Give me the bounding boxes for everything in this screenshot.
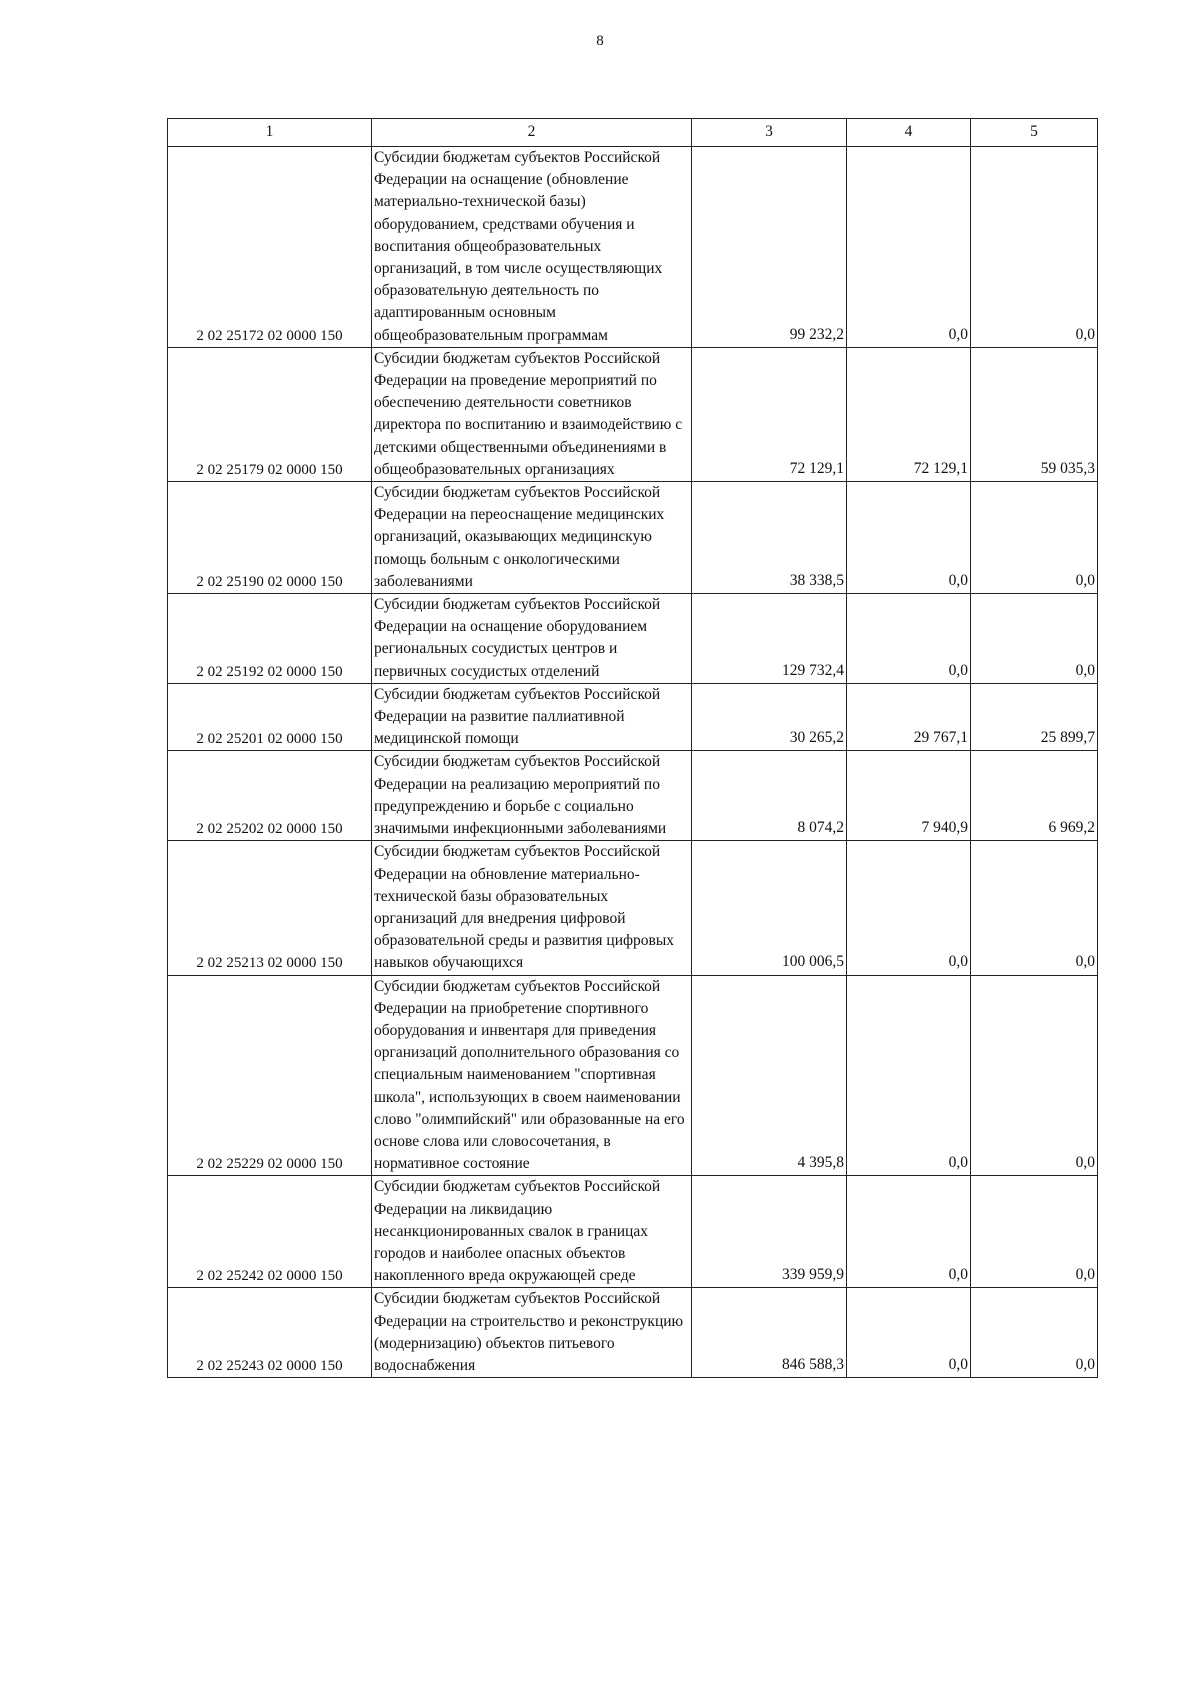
row-col4: 0,0	[847, 975, 971, 1176]
row-description: Субсидии бюджетам субъектов Российской Федерации на приобретение спортивного оборудования и инвентаря для приведения организаций дополнительного образования со специальным наименованием "спортивная школа", использующих в своем наименовании слово "олимпийский" или образованные на его основе слова или словосочетания, в нормативное состояние	[372, 975, 692, 1176]
row-code: 2 02 25179 02 0000 150	[168, 347, 372, 481]
row-col4: 0,0	[847, 1176, 971, 1288]
table-row	[168, 683, 1098, 751]
row-code: 2 02 25243 02 0000 150	[168, 1288, 372, 1378]
row-col4: 7 940,9	[847, 751, 971, 841]
row-col5: 6 969,2	[971, 751, 1098, 841]
row-code: 2 02 25213 02 0000 150	[168, 841, 372, 975]
row-col3: 100 006,5	[692, 841, 847, 975]
row-col5: 0,0	[971, 975, 1098, 1176]
header-col-5: 5	[971, 119, 1098, 147]
row-col5: 25 899,7	[971, 683, 1098, 751]
row-code: 2 02 25202 02 0000 150	[168, 751, 372, 841]
row-col3: 129 732,4	[692, 594, 847, 684]
header-col-3: 3	[692, 119, 847, 147]
table-body	[168, 147, 1098, 1378]
header-col-2: 2	[372, 119, 692, 147]
header-col-4: 4	[847, 119, 971, 147]
table-row	[168, 751, 1098, 841]
row-code: 2 02 25172 02 0000 150	[168, 147, 372, 348]
row-col5: 0,0	[971, 1176, 1098, 1288]
row-col4: 0,0	[847, 1288, 971, 1378]
row-col5: 0,0	[971, 841, 1098, 975]
row-col5: 59 035,3	[971, 347, 1098, 481]
row-col4: 0,0	[847, 147, 971, 348]
budget-table	[167, 118, 1098, 1378]
row-col5: 0,0	[971, 147, 1098, 348]
row-code: 2 02 25242 02 0000 150	[168, 1176, 372, 1288]
row-code: 2 02 25192 02 0000 150	[168, 594, 372, 684]
table-row	[168, 147, 1098, 348]
row-code: 2 02 25201 02 0000 150	[168, 683, 372, 751]
row-col3: 72 129,1	[692, 347, 847, 481]
row-col4: 72 129,1	[847, 347, 971, 481]
row-description: Субсидии бюджетам субъектов Российской Федерации на обновление материально-технической базы образовательных организаций для внедрения цифровой образовательной среды и развития цифровых навыков обучающихся	[372, 841, 692, 975]
row-col4: 29 767,1	[847, 683, 971, 751]
table-row	[168, 594, 1098, 684]
header-row	[168, 119, 1098, 147]
row-col3: 99 232,2	[692, 147, 847, 348]
row-col3: 38 338,5	[692, 482, 847, 594]
table-row	[168, 841, 1098, 975]
table-row	[168, 347, 1098, 481]
row-description: Субсидии бюджетам субъектов Российской Федерации на строительство и реконструкцию (модернизацию) объектов питьевого водоснабжения	[372, 1288, 692, 1378]
table-row	[168, 482, 1098, 594]
row-col4: 0,0	[847, 482, 971, 594]
row-col3: 8 074,2	[692, 751, 847, 841]
row-col5: 0,0	[971, 594, 1098, 684]
row-code: 2 02 25190 02 0000 150	[168, 482, 372, 594]
row-description: Субсидии бюджетам субъектов Российской Федерации на переоснащение медицинских организаций, оказывающих медицинскую помощь больным с онкологическими заболеваниями	[372, 482, 692, 594]
table-row	[168, 1176, 1098, 1288]
row-col4: 0,0	[847, 594, 971, 684]
row-description: Субсидии бюджетам субъектов Российской Федерации на оснащение оборудованием региональных сосудистых центров и первичных сосудистых отделений	[372, 594, 692, 684]
row-col3: 339 959,9	[692, 1176, 847, 1288]
row-col5: 0,0	[971, 1288, 1098, 1378]
row-description: Субсидии бюджетам субъектов Российской Федерации на развитие паллиативной медицинской помощи	[372, 683, 692, 751]
row-col5: 0,0	[971, 482, 1098, 594]
header-col-1: 1	[168, 119, 372, 147]
row-col3: 30 265,2	[692, 683, 847, 751]
table-row	[168, 1288, 1098, 1378]
table-row	[168, 975, 1098, 1176]
row-code: 2 02 25229 02 0000 150	[168, 975, 372, 1176]
row-description: Субсидии бюджетам субъектов Российской Федерации на ликвидацию несанкционированных свалок в границах городов и наиболее опасных объектов накопленного вреда окружающей среде	[372, 1176, 692, 1288]
row-description: Субсидии бюджетам субъектов Российской Федерации на оснащение (обновление материально-технической базы) оборудованием, средствами обучения и воспитания общеобразовательных организаций, в том числе осуществляющих образовательную деятельность по адаптированным основным общеобразовательным программам	[372, 147, 692, 348]
row-description: Субсидии бюджетам субъектов Российской Федерации на проведение мероприятий по обеспечению деятельности советников директора по воспитанию и взаимодействию с детскими общественными объединениями в общеобразовательных организациях	[372, 347, 692, 481]
row-col4: 0,0	[847, 841, 971, 975]
table-header	[168, 119, 1098, 147]
page-number: 8	[596, 33, 604, 49]
row-col3: 4 395,8	[692, 975, 847, 1176]
row-description: Субсидии бюджетам субъектов Российской Федерации на реализацию мероприятий по предупреждению и борьбе с социально значимыми инфекционными заболеваниями	[372, 751, 692, 841]
row-col3: 846 588,3	[692, 1288, 847, 1378]
